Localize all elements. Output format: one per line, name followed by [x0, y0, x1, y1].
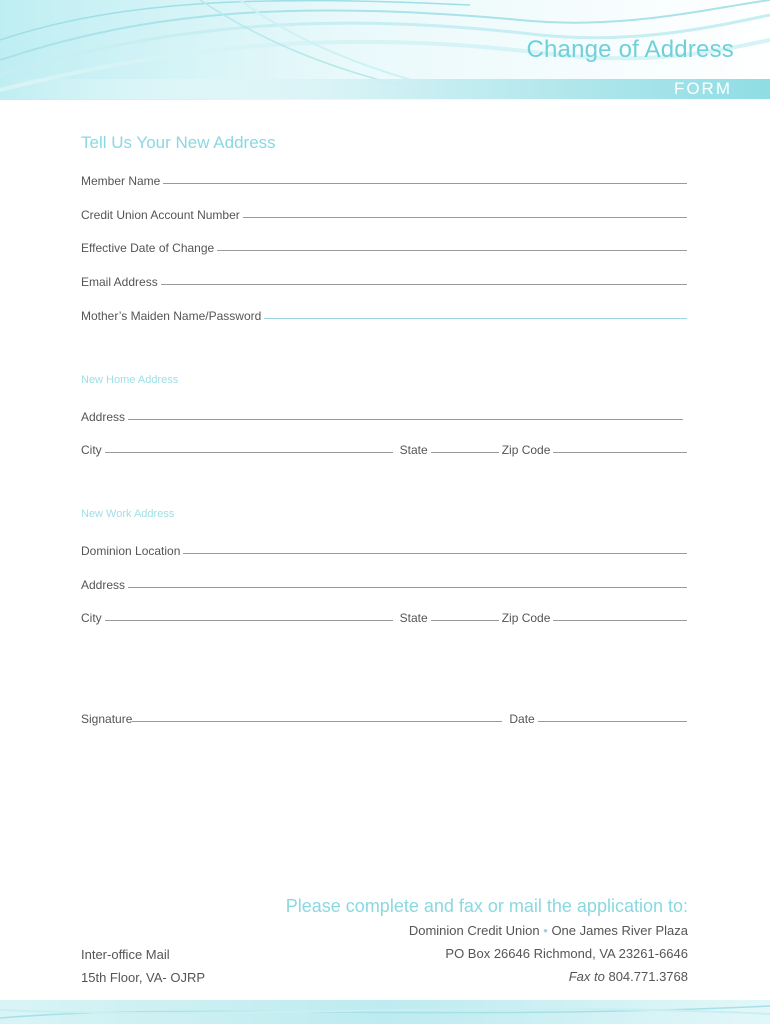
interoffice-title: Inter-office Mail — [81, 947, 170, 962]
work-address-row — [81, 574, 687, 592]
password-row — [81, 305, 687, 323]
mail-instructions: Please complete and fax or mail the application to: — [285, 896, 688, 916]
effective-date-field[interactable] — [217, 249, 687, 251]
form-band — [0, 79, 770, 99]
home-zip-field[interactable] — [553, 451, 687, 453]
home-address-field[interactable] — [128, 418, 683, 420]
separator-dot: • — [543, 923, 548, 938]
date-label: Date — [509, 712, 535, 726]
form-label: FORM — [673, 79, 732, 98]
member-name-label: Member Name — [81, 174, 161, 188]
account-number-row — [81, 204, 687, 222]
password-label: Mother’s Maiden Name/Password — [81, 309, 262, 323]
home-state-field[interactable] — [431, 451, 499, 453]
fax-line — [569, 969, 688, 984]
email-row — [81, 271, 687, 289]
home-address-label: Address — [81, 410, 126, 424]
home-address-heading: New Home Address — [81, 374, 179, 386]
email-field[interactable] — [161, 283, 687, 285]
home-city-field[interactable] — [105, 451, 393, 453]
work-address-field[interactable] — [128, 586, 687, 588]
org-name: Dominion Credit Union — [408, 923, 540, 938]
work-location-field[interactable] — [183, 552, 687, 554]
mailing-address-line-1 — [409, 923, 688, 938]
work-address-heading: New Work Address — [81, 508, 175, 520]
form-title: Change of Address — [526, 36, 734, 63]
work-zip-label: Zip Code — [501, 611, 551, 625]
footer-wave-graphic — [0, 1000, 770, 1024]
section-heading: Tell Us Your New Address — [81, 133, 276, 152]
home-zip-label: Zip Code — [501, 443, 551, 457]
street-address: One James River Plaza — [551, 923, 688, 938]
password-field[interactable] — [264, 317, 687, 319]
effective-date-row — [81, 237, 687, 255]
work-city-row — [81, 607, 687, 625]
member-name-row — [81, 170, 687, 188]
member-name-field[interactable] — [163, 182, 687, 184]
home-city-label: City — [81, 443, 102, 457]
work-state-field[interactable] — [431, 619, 499, 621]
work-city-field[interactable] — [105, 619, 393, 621]
fax-number: 804.771.3768 — [608, 969, 688, 984]
fax-label: Fax to — [568, 969, 605, 984]
date-field[interactable] — [538, 720, 687, 722]
work-location-row — [81, 540, 687, 558]
work-state-label: State — [399, 611, 428, 625]
account-number-label: Credit Union Account Number — [81, 208, 240, 222]
home-city-row — [81, 439, 687, 457]
work-city-label: City — [81, 611, 102, 625]
account-number-field[interactable] — [243, 216, 687, 218]
home-address-row — [81, 406, 683, 424]
work-location-label: Dominion Location — [81, 544, 181, 558]
effective-date-label: Effective Date of Change — [81, 241, 215, 255]
interoffice-location: 15th Floor, VA- OJRP — [81, 970, 206, 985]
work-address-label: Address — [81, 578, 126, 592]
email-label: Email Address — [81, 275, 158, 289]
home-state-label: State — [399, 443, 428, 457]
signature-label: Signature — [81, 712, 133, 726]
po-box-line: PO Box 26646 Richmond, VA 23261-6646 — [445, 946, 688, 961]
signature-row — [81, 708, 687, 726]
signature-field[interactable] — [132, 720, 502, 722]
work-zip-field[interactable] — [553, 619, 687, 621]
